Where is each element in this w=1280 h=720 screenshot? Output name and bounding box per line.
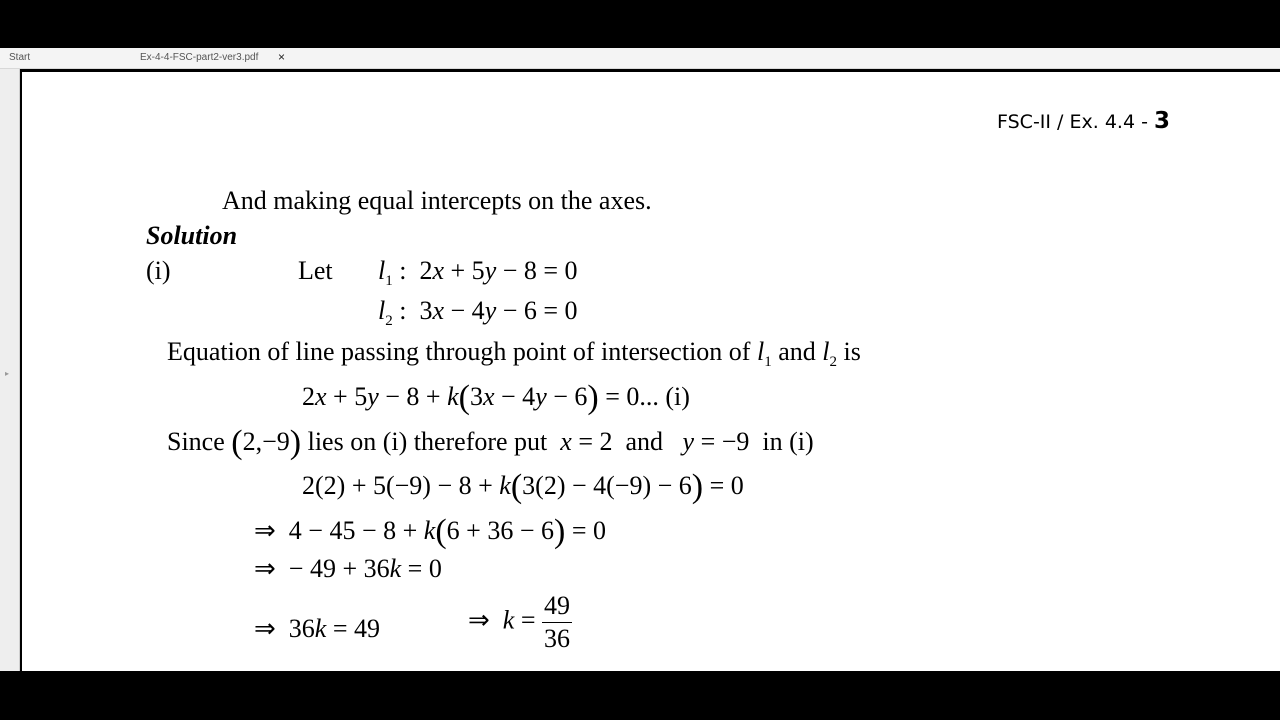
tab-document-label: Ex-4-4-FSC-part2-ver3.pdf: [140, 52, 259, 63]
step-1: ⇒ 4 − 45 − 8 + k(6 + 36 − 6) = 0: [254, 513, 606, 550]
part-label: (i): [146, 256, 171, 285]
let-word: Let: [298, 256, 333, 285]
pdf-page: [22, 72, 1280, 671]
tab-document[interactable]: [140, 48, 298, 68]
equation-statement: Equation of line passing through point of intersection of $l_1$ and $l_2$ is: [167, 337, 861, 370]
page-number: 3: [1153, 108, 1170, 134]
line-l1-equation: $l_1$ : 2x + 5y − 8 = 0: [378, 256, 578, 289]
step-3a: ⇒ 36k = 49: [254, 614, 381, 643]
intro-text: And making equal intercepts on the axes.: [222, 186, 652, 215]
solution-heading: Solution: [146, 221, 238, 250]
tab-bar: [0, 48, 1280, 69]
general-equation: 2x + 5y − 8 + k(3x − 4y − 6) = 0... (i): [302, 379, 690, 416]
step-2: ⇒ − 49 + 36k = 0: [254, 554, 442, 583]
step-3b: ⇒ k = $\frac{49}{36}$: [468, 591, 571, 653]
page-header: [997, 108, 1170, 134]
tab-start[interactable]: Start: [9, 52, 31, 63]
line-l2-equation: $l_2$ : 3x − 4y − 6 = 0: [378, 296, 578, 329]
sidebar-panel: [0, 69, 20, 671]
fraction-49-36: $\frac{49}{36}$: [544, 591, 571, 653]
sidebar-toggle-icon[interactable]: ▸: [5, 369, 10, 378]
close-icon[interactable]: ×: [278, 50, 286, 64]
substitution-line: 2(2) + 5(−9) − 8 + k(3(2) − 4(−9) − 6) = 0: [302, 468, 744, 505]
page-header-text: FSC-II / Ex. 4.4 -: [997, 111, 1154, 133]
since-statement: Since (2,−9) lies on (i) therefore put x = 2 and y = −9 in (i): [167, 424, 814, 461]
bottom-letterbox: [0, 671, 1280, 720]
